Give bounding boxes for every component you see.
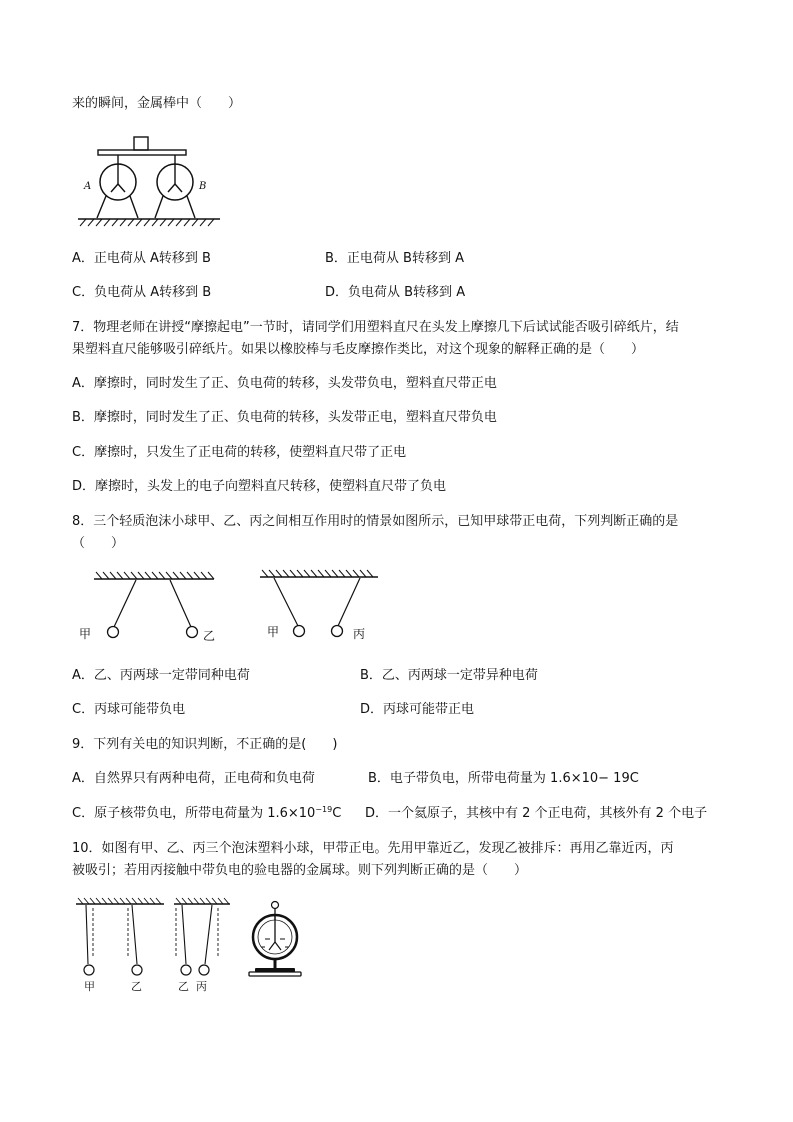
q7-stem-line-2: 果塑料直尺能够吸引碎纸片。如果以橡胶棒与毛皮摩擦作类比，对这个现象的解释正确的是（ ）: [72, 342, 645, 357]
q9-option-d: D．一个氦原子，其核中有 2 个正电荷，其核外有 2 个电子: [365, 806, 708, 821]
q10-electroscope-figure: [245, 900, 305, 982]
q6-fig-label-b: B: [199, 181, 207, 192]
q6-electroscopes-figure: [70, 132, 230, 232]
q6-fig-label-a: A: [84, 181, 92, 192]
q10-pendulums-figure: [74, 898, 234, 993]
q8-pendulum-figure-2: [258, 570, 388, 645]
q7-option-a: A．摩擦时，同时发生了正、负电荷的转移，头发带负电，塑料直尺带正电: [72, 376, 497, 391]
q6-option-a: A．正电荷从 A转移到 B: [72, 251, 211, 266]
q10-fig-label-jia: 甲: [84, 980, 95, 993]
q10-stem-line-1: 10．如图有甲、乙、丙三个泡沫塑料小球，甲带正电。先用甲靠近乙，发现乙被排斥：再用乙靠近丙，丙: [72, 841, 674, 856]
q8-option-c: C．丙球可能带负电: [72, 702, 186, 717]
q9-option-b: B．电子带负电，所带电荷量为 1.6×10− 19C: [368, 771, 639, 786]
q8-stem-line-2: （ ）: [72, 536, 125, 551]
q6-stem-tail: 来的瞬间，金属棒中（ ）: [72, 96, 242, 111]
q8-stem-line-1: 8．三个轻质泡沫小球甲、乙、丙之间相互作用时的情景如图所示，已知甲球带正电荷，下列判断正确的是: [72, 514, 679, 529]
q10-stem-line-2: 被吸引；若用丙接触中带负电的验电器的金属球。则下列判断正确的是（ ）: [72, 863, 528, 878]
q8-option-b: B．乙、丙两球一定带异种电荷: [360, 668, 538, 683]
q9-option-c: [72, 805, 341, 823]
q8-option-d: D．丙球可能带正电: [360, 702, 475, 717]
q7-option-d: D．摩擦时，头发上的电子向塑料直尺转移，使塑料直尺带了负电: [72, 479, 447, 494]
q6-option-c: C．负电荷从 A转移到 B: [72, 285, 212, 300]
q8-option-a: A．乙、丙两球一定带同种电荷: [72, 668, 250, 683]
q10-fig-label-yi-2: 乙: [178, 980, 189, 993]
q7-option-c: C．摩擦时，只发生了正电荷的转移，使塑料直尺带了正电: [72, 445, 407, 460]
q6-option-b: B．正电荷从 B转移到 A: [325, 251, 464, 266]
q9-option-c-exponent: −19: [315, 805, 333, 814]
q8-fig2-label-bing: 丙: [353, 627, 366, 641]
q8-fig1-label-jia: 甲: [79, 627, 92, 641]
q8-pendulum-figure-1: [76, 572, 226, 647]
q9-option-c-text: C．原子核带负电，所带电荷量为 1.6×10: [72, 806, 316, 821]
q9-stem: 9．下列有关电的知识判断，不正确的是( ): [72, 737, 338, 752]
q7-option-b: B．摩擦时，同时发生了正、负电荷的转移，头发带正电，塑料直尺带负电: [72, 410, 497, 425]
q10-fig-label-bing: 丙: [196, 980, 207, 993]
q8-fig2-label-jia: 甲: [267, 625, 280, 639]
q8-fig1-label-yi: 乙: [203, 629, 216, 643]
q9-option-a: A．自然界只有两种电荷，正电荷和负电荷: [72, 771, 315, 786]
q10-fig-label-yi-1: 乙: [131, 980, 142, 993]
q6-option-d: D．负电荷从 B转移到 A: [325, 285, 466, 300]
q9-option-c-unit: C: [332, 806, 342, 821]
q7-stem-line-1: 7．物理老师在讲授“摩擦起电”一节时，请同学们用塑料直尺在头发上摩擦几下后试试能否吸引碎纸片，结: [72, 320, 679, 335]
